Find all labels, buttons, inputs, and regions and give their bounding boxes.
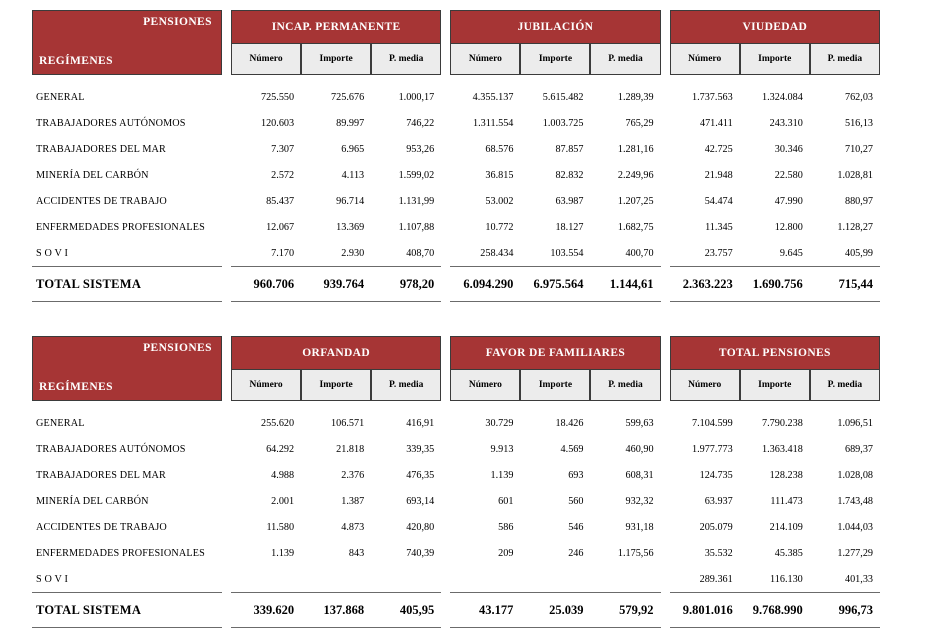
cell-value: 2.376 [341,469,365,481]
cell-value: 1.977.773 [691,443,733,455]
cell-value: 880,97 [844,195,873,207]
cell-value: 416,91 [406,417,435,429]
cell-gap [661,188,670,214]
cell-gap [661,410,670,436]
header-body-spacer [32,401,880,410]
cell-value: 68.576 [485,143,514,155]
group-spacer [441,336,450,401]
table-total-row [32,266,880,302]
cell-value: 23.757 [704,247,733,259]
group-header-2: FAVOR DE FAMILIARES [450,336,660,369]
subheader-3-2: Importe [740,369,810,401]
cell-value: 1.175,56 [617,547,654,559]
cell-value: 9.913 [490,443,514,455]
group-spacer [222,10,231,75]
cell-gap [222,110,231,136]
regimen-name: TRABAJADORES AUTÓNOMOS [36,443,186,455]
table-header-group-row [32,10,880,43]
cell-value: 1.363.418 [762,443,803,455]
cell-value: 30.346 [774,143,803,155]
subheader-2-3: P. media [590,369,660,401]
cell-value: 21.948 [704,169,733,181]
cell-value: 63.987 [555,195,584,207]
regimen-name: S O V I [36,573,69,585]
group-header-1: INCAP. PERMANENTE [231,10,441,43]
cell-value: 22.580 [774,169,803,181]
regimen-corner-header [32,336,222,401]
subheader-2-1: Número [450,43,520,75]
cell-value [231,566,301,592]
total-value: 2.363.223 [670,266,740,302]
cell-value: 608,31 [625,469,654,481]
cell-gap [661,514,670,540]
cell-value: 1.139 [490,469,514,481]
regimen-name: ACCIDENTES DE TRABAJO [36,521,167,533]
group-spacer [661,10,670,75]
cell-value: 693 [568,469,584,481]
cell-value: 725.550 [260,91,295,103]
cell-value: 21.818 [336,443,365,455]
cell-value: 460,90 [625,443,654,455]
cell-value: 765,29 [625,117,654,129]
cell-value: 10.772 [485,221,514,233]
total-label: TOTAL SISTEMA [32,266,222,302]
table-row [32,162,880,188]
group-header-1: ORFANDAD [231,336,441,369]
cell-value: 1.207,25 [617,195,654,207]
table-row [32,188,880,214]
regimen-name: S O V I [36,247,69,259]
regimen-name: ENFERMEDADES PROFESIONALES [36,547,205,559]
cell-gap [441,214,450,240]
cell-value: 87.857 [555,143,584,155]
cell-value: 214.109 [769,521,803,533]
cell-value: 243.310 [769,117,803,129]
cell-gap [222,488,231,514]
total-value: 978,20 [371,266,441,302]
cell-value: 111.473 [770,495,803,507]
cell-gap [222,592,231,628]
cell-value: 476,35 [406,469,435,481]
table-row [32,514,880,540]
cell-value: 1.139 [271,547,295,559]
cell-value: 11.580 [266,521,295,533]
cell-value: 2.001 [271,495,295,507]
cell-value: 1.311.554 [473,117,514,129]
cell-value: 400,70 [625,247,654,259]
cell-value: 471.411 [699,117,733,129]
cell-value: 1.000,17 [398,91,435,103]
cell-value: 42.725 [704,143,733,155]
cell-value: 1.324.084 [762,91,803,103]
cell-value: 1.277,29 [837,547,873,559]
total-value: 25.039 [520,592,590,628]
subheader-1-1: Número [231,43,301,75]
cell-gap [441,188,450,214]
cell-gap [661,592,670,628]
cell-gap [661,436,670,462]
cell-value: 13.369 [336,221,365,233]
cell-value: 405,99 [844,247,873,259]
table-row [32,214,880,240]
cell-gap [222,566,231,592]
cell-value: 1.131,99 [398,195,435,207]
table-row [32,240,880,266]
cell-value: 54.474 [704,195,733,207]
cell-value: 18.127 [555,221,584,233]
cell-value: 931,18 [625,521,654,533]
cell-value: 128.238 [769,469,803,481]
subheader-3-3: P. media [810,43,880,75]
cell-value: 7.790.238 [762,417,803,429]
cell-value: 693,14 [406,495,435,507]
regimen-name: ACCIDENTES DE TRABAJO [36,195,167,207]
cell-value: 689,37 [844,443,873,455]
cell-gap [222,436,231,462]
cell-value: 64.292 [266,443,295,455]
cell-value: 1.028,81 [837,169,873,181]
subheader-3-1: Número [670,369,740,401]
cell-value: 5.615.482 [542,91,584,103]
spacer [32,75,880,84]
cell-gap [222,514,231,540]
cell-value: 120.603 [260,117,295,129]
subheader-2-2: Importe [520,369,590,401]
table-row [32,488,880,514]
table-header-group-row [32,336,880,369]
regimen-name: TRABAJADORES DEL MAR [36,469,166,481]
total-value: 9.768.990 [740,592,810,628]
cell-value: 1.599,02 [398,169,435,181]
cell-gap [441,436,450,462]
cell-value [371,566,441,592]
cell-gap [441,240,450,266]
cell-value: 30.729 [485,417,514,429]
cell-gap [441,410,450,436]
cell-gap [661,462,670,488]
total-value: 43.177 [450,592,520,628]
cell-value: 4.355.137 [472,91,514,103]
cell-value: 408,70 [406,247,435,259]
cell-gap [441,514,450,540]
cell-value: 516,13 [844,117,873,129]
cell-value: 106.571 [331,417,365,429]
regimen-corner-inner [33,11,221,73]
table-row [32,540,880,566]
regimenes-label: REGÍMENES [39,55,113,67]
total-value: 1.690.756 [740,266,810,302]
table-total-row [32,592,880,628]
cell-value: 246 [568,547,584,559]
cell-gap [661,84,670,110]
cell-value: 953,26 [406,143,435,155]
cell-gap [441,110,450,136]
cell-gap [441,592,450,628]
cell-gap [222,162,231,188]
total-value: 6.975.564 [520,266,590,302]
subheader-3-2: Importe [740,43,810,75]
total-value: 579,92 [590,592,660,628]
regimen-name: TRABAJADORES AUTÓNOMOS [36,117,186,129]
total-value: 1.144,61 [590,266,660,302]
cell-value: 7.307 [271,143,295,155]
cell-value: 1.743,48 [837,495,873,507]
cell-value: 12.067 [266,221,295,233]
cell-value: 843 [348,547,365,559]
cell-value: 740,39 [406,547,435,559]
cell-value: 18.426 [555,417,584,429]
group-spacer [222,336,231,401]
cell-value: 35.532 [704,547,733,559]
group-spacer [441,10,450,75]
cell-gap [661,566,670,592]
total-value: 405,95 [371,592,441,628]
cell-gap [661,540,670,566]
cell-gap [222,266,231,302]
regimen-corner-header [32,10,222,75]
regimen-name: GENERAL [36,417,85,429]
cell-value: 762,03 [844,91,873,103]
cell-value [450,566,520,592]
cell-value: 4.988 [271,469,295,481]
cell-gap [222,240,231,266]
group-header-3: TOTAL PENSIONES [670,336,880,369]
cell-value: 932,32 [625,495,654,507]
cell-gap [441,84,450,110]
cell-gap [222,410,231,436]
cell-gap [222,462,231,488]
cell-value: 746,22 [406,117,435,129]
table-row [32,462,880,488]
table-row [32,136,880,162]
cell-gap [661,110,670,136]
cell-gap [222,214,231,240]
cell-value: 124.735 [699,469,733,481]
total-value: 715,44 [810,266,880,302]
subheader-1-3: P. media [371,369,441,401]
subheader-2-1: Número [450,369,520,401]
cell-value: 45.385 [774,547,803,559]
cell-value: 7.104.599 [691,417,733,429]
cell-gap [441,488,450,514]
cell-value: 1.737.563 [691,91,733,103]
cell-value: 546 [568,521,584,533]
table-row [32,566,880,592]
total-value: 939.764 [301,266,371,302]
cell-gap [441,566,450,592]
pensions-table [32,336,880,628]
cell-gap [661,214,670,240]
regimenes-label: REGÍMENES [39,381,113,393]
subheader-3-1: Número [670,43,740,75]
cell-gap [661,240,670,266]
cell-value: 560 [568,495,584,507]
subheader-2-2: Importe [520,43,590,75]
group-header-3: VIUDEDAD [670,10,880,43]
regimen-name: TRABAJADORES DEL MAR [36,143,166,155]
pensiones-label: PENSIONES [143,342,212,354]
subheader-1-2: Importe [301,369,371,401]
cell-value: 2.930 [341,247,365,259]
total-label: TOTAL SISTEMA [32,592,222,628]
regimen-name: MINERÍA DEL CARBÓN [36,495,149,507]
cell-value: 710,27 [844,143,873,155]
subheader-3-3: P. media [810,369,880,401]
cell-gap [441,540,450,566]
cell-value: 420,80 [406,521,435,533]
cell-value: 725.676 [331,91,365,103]
cell-value: 12.800 [774,221,803,233]
cell-value: 47.990 [774,195,803,207]
cell-gap [441,162,450,188]
cell-gap [222,84,231,110]
cell-value [301,566,371,592]
cell-value: 601 [498,495,514,507]
cell-value: 1.044,03 [837,521,873,533]
subheader-2-3: P. media [590,43,660,75]
cell-value [520,566,590,592]
spacer [32,401,880,410]
table-row [32,436,880,462]
total-value: 960.706 [231,266,301,302]
cell-gap [222,136,231,162]
cell-value: 9.645 [779,247,803,259]
cell-value: 63.937 [704,495,733,507]
cell-value: 1.682,75 [617,221,654,233]
cell-gap [661,266,670,302]
cell-value [590,566,660,592]
cell-value: 11.345 [705,221,733,233]
subheader-1-1: Número [231,369,301,401]
cell-value: 1.096,51 [837,417,873,429]
cell-value: 1.281,16 [617,143,654,155]
cell-gap [441,136,450,162]
cell-value: 586 [498,521,514,533]
cell-value: 6.965 [341,143,365,155]
total-value: 137.868 [301,592,371,628]
cell-gap [661,162,670,188]
pensiones-label: PENSIONES [143,16,212,28]
cell-value: 205.079 [699,521,733,533]
cell-value: 85.437 [266,195,295,207]
cell-value: 289.361 [699,573,733,585]
cell-value: 103.554 [550,247,584,259]
total-value: 339.620 [231,592,301,628]
total-value: 9.801.016 [670,592,740,628]
cell-value: 401,33 [844,573,873,585]
group-spacer [661,336,670,401]
cell-value: 258.434 [480,247,514,259]
cell-gap [222,188,231,214]
cell-value: 1.289,39 [617,91,654,103]
cell-value: 7.170 [271,247,295,259]
cell-value: 339,35 [406,443,435,455]
cell-value: 96.714 [336,195,365,207]
cell-value: 89.997 [336,117,365,129]
group-header-2: JUBILACIÓN [450,10,660,43]
cell-value: 36.815 [485,169,514,181]
cell-value: 4.569 [560,443,584,455]
cell-value: 4.873 [341,521,365,533]
cell-value: 1.003.725 [542,117,584,129]
table-row [32,84,880,110]
cell-gap [222,540,231,566]
header-body-spacer [32,75,880,84]
cell-value: 53.002 [485,195,514,207]
cell-value: 4.113 [341,169,365,181]
regimen-name: MINERÍA DEL CARBÓN [36,169,149,181]
subheader-1-2: Importe [301,43,371,75]
pensions-table [32,10,880,302]
table-row [32,410,880,436]
cell-value: 82.832 [555,169,584,181]
cell-gap [661,136,670,162]
cell-gap [441,462,450,488]
cell-gap [441,266,450,302]
regimen-corner-inner [33,337,221,399]
cell-value: 1.128,27 [837,221,873,233]
cell-gap [661,488,670,514]
total-value: 6.094.290 [450,266,520,302]
cell-value: 1.387 [341,495,365,507]
regimen-name: GENERAL [36,91,85,103]
cell-value: 255.620 [260,417,295,429]
cell-value: 1.028,08 [837,469,873,481]
cell-value: 116.130 [770,573,803,585]
cell-value: 599,63 [625,417,654,429]
regimen-name: ENFERMEDADES PROFESIONALES [36,221,205,233]
cell-value: 2.572 [271,169,295,181]
cell-value: 2.249,96 [617,169,654,181]
total-value: 996,73 [810,592,880,628]
subheader-1-3: P. media [371,43,441,75]
cell-value: 1.107,88 [398,221,435,233]
table-row [32,110,880,136]
cell-value: 209 [498,547,514,559]
